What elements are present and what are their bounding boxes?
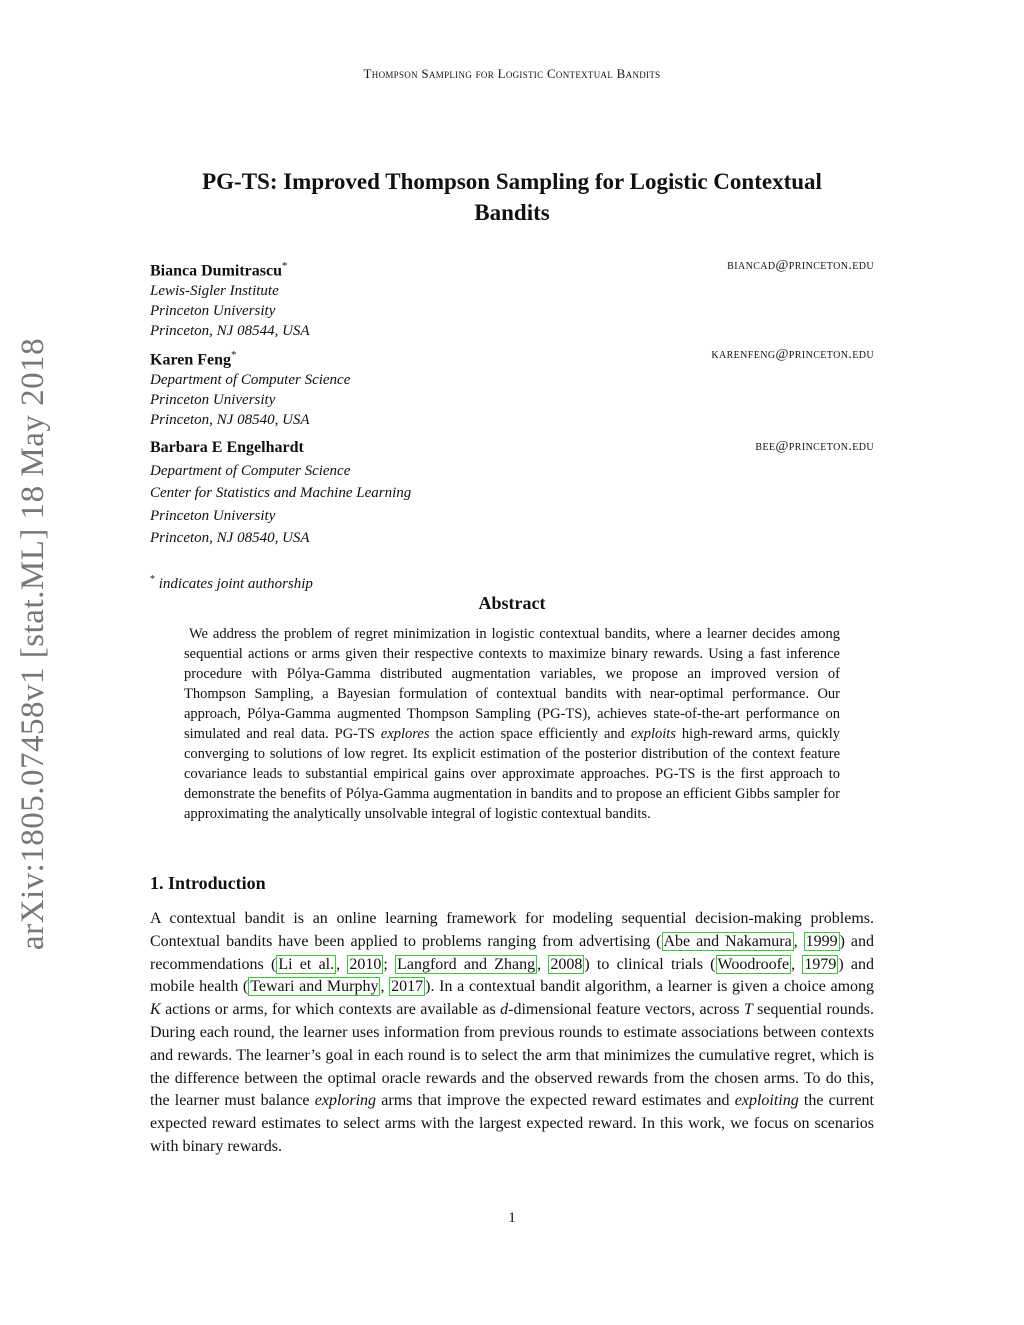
affiliation-line: Department of Computer Science: [150, 462, 351, 479]
affiliation-line: Princeton, NJ 08540, USA: [150, 530, 310, 546]
author-block-1: [150, 256, 310, 341]
author-email[interactable]: bee@princeton.edu: [755, 439, 874, 454]
affiliation-line: Department of Computer Science: [150, 372, 351, 389]
citation-link[interactable]: Tewari and Murphy: [250, 978, 379, 996]
arxiv-identifier-stamp: arXiv:1805.07458v1 [stat.ML] 18 May 2018: [15, 337, 51, 950]
citation-link[interactable]: 1999: [805, 932, 838, 950]
author-block-3: [150, 437, 411, 550]
affiliation-line: Lewis-Sigler Institute: [150, 283, 279, 300]
affiliation-line: Princeton University: [150, 303, 276, 320]
citation-link[interactable]: Woodroofe: [717, 955, 790, 973]
citation-link[interactable]: 2010: [349, 955, 382, 973]
abstract-heading: Abstract: [478, 593, 546, 613]
citation-link[interactable]: Li et al.: [278, 955, 335, 973]
section-heading-introduction: 1. Introduction: [150, 873, 266, 893]
introduction-paragraph: A contextual bandit is an online learning framework for modeling sequential decision-making problems. Contextual bandits have been applied to problems ranging from advertising ( Abe and Nakamura , 1999 ) and recommendations ( Li et al. , 2010 ; Langford and Zhang , 2008 ) to clinical trials ( Woodroofe , 1979 ) and mobile health ( Tewari and Murphy , 2017 ). In a contextual bandit algorithm, a learner is given a choice among K actions or arms, for which contexts are available as d-dimensional feature vectors, across T sequential rounds. During each round, the learner uses information from previous rounds to estimate associations between contexts and rewards. The learner’s goal in each round is to select the arm that minimizes the cumulative regret, which is the difference between the optimal oracle rewards and the observed rewards from the chosen arms. To do this, the learner must balance exploring arms that improve the expected reward estimates and exploiting the current expected reward estimates to select arms with the largest expected reward. In this work, we focus on scenarios with binary rewards.: [150, 910, 875, 1155]
abstract-text: We address the problem of regret minimization in logistic contextual bandits, where a learner decides among sequential actions or arms given their respective contexts to maximize binary rewards. Using a fast inference procedure with Pólya-Gamma distributed augmentation variables, we propose an improved version of Thompson Sampling, a Bayesian formulation of contextual bandits with near-optimal performance. Our approach, Pólya-Gamma augmented Thompson Sampling (PG-TS), achieves state-of-the-art performance on simulated and real data. PG-TS explores the action space efficiently and exploits high-reward arms, quickly converging to solutions of low regret. Its explicit estimation of the posterior distribution of the context feature covariance leads to substantial empirical gains over approximate approaches. PG-TS is the first approach to demonstrate the benefits of Pólya-Gamma augmentation in bandits and to propose an efficient Gibbs sampler for approximating the analytically unsolvable integral of logistic contextual bandits.: [184, 626, 841, 822]
author-email[interactable]: karenfeng@princeton.edu: [711, 347, 874, 362]
affiliation-line: Princeton, NJ 08544, USA: [150, 323, 310, 340]
affiliation-line: Princeton University: [150, 392, 276, 409]
joint-authorship-note: * indicates joint authorship: [150, 574, 313, 592]
citation-link[interactable]: Langford and Zhang: [397, 955, 536, 973]
title-line-1: PG-TS: Improved Thompson Sampling for Logistic Contextual: [202, 169, 822, 194]
citation-link[interactable]: Abe and Nakamura: [663, 932, 792, 950]
author-block-2: [150, 345, 350, 430]
author-name: Bianca Dumitrascu*: [150, 260, 288, 280]
author-name: Barbara E Engelhardt: [150, 439, 304, 456]
affiliation-line: Princeton University: [150, 507, 276, 524]
title-line-2: Bandits: [474, 200, 550, 225]
affiliation-line: Center for Statistics and Machine Learning: [150, 485, 412, 501]
author-name: Karen Feng*: [150, 349, 237, 369]
author-email[interactable]: biancad@princeton.edu: [727, 258, 874, 273]
paper-title: [150, 166, 874, 228]
citation-link[interactable]: 2017: [391, 978, 424, 996]
citation-link[interactable]: 2008: [550, 955, 583, 973]
citation-link[interactable]: 1979: [804, 955, 837, 973]
running-head: Thompson Sampling for Logistic Contextual Bandits: [363, 66, 661, 81]
affiliation-line: Princeton, NJ 08540, USA: [150, 412, 310, 429]
page-number: 1: [508, 1210, 516, 1226]
